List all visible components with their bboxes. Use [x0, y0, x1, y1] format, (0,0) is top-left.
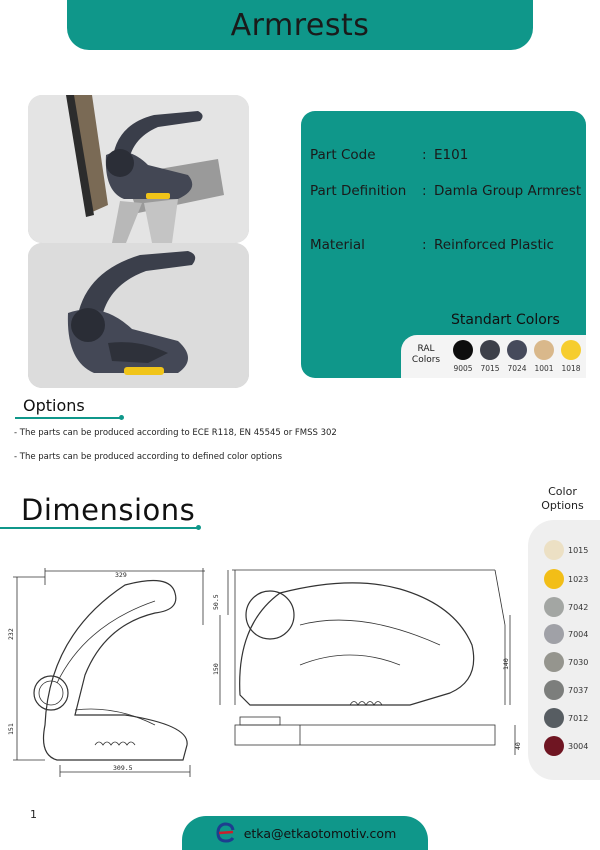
- options-underline-dot: [119, 415, 124, 420]
- color-option-label: 1023: [568, 575, 589, 584]
- spec-key: Part Definition: [310, 183, 407, 199]
- spec-separator: :: [422, 237, 427, 253]
- color-option-7012: [544, 708, 564, 728]
- dim-label-lower-height: 151: [7, 723, 15, 735]
- options-title: Options: [23, 396, 85, 415]
- title-banner: [67, 0, 533, 50]
- dim-label-width: 329: [115, 571, 127, 579]
- dim-label-inner-height: 140: [502, 658, 510, 670]
- swatch-7024: [507, 340, 527, 360]
- spec-separator: :: [422, 147, 427, 163]
- spec-separator: :: [422, 183, 427, 199]
- front-view-drawing: [210, 565, 525, 760]
- color-options-panel: [528, 520, 600, 780]
- color-options-title-line1: Color: [548, 485, 577, 498]
- swatch-label: 1018: [561, 364, 581, 373]
- color-option-7030: [544, 652, 564, 672]
- standard-colors-panel: [401, 335, 586, 378]
- company-logo-icon: [214, 821, 238, 845]
- dim-label-thickness: 40: [514, 742, 522, 750]
- swatch-label: 7024: [507, 364, 527, 373]
- option-item: - The parts can be produced according to ECE R118, EN 45545 or FMSS 302: [14, 428, 337, 438]
- spec-key: Part Code: [310, 147, 376, 163]
- contact-email-link[interactable]: etka@etkaotomotiv.com: [243, 825, 397, 841]
- dimensions-title: Dimensions: [21, 493, 196, 527]
- dim-label-front-height: 150: [212, 663, 220, 675]
- dim-label-top: 50.5: [212, 594, 220, 610]
- swatch-label: 7015: [480, 364, 500, 373]
- swatch-1018: [561, 340, 581, 360]
- color-option-label: 7004: [568, 630, 589, 639]
- color-option-1023: [544, 569, 564, 589]
- swatch-label: 1001: [534, 364, 554, 373]
- ral-colors-label: RAL Colors: [411, 344, 441, 365]
- color-options-title: [535, 485, 590, 513]
- color-option-7004: [544, 624, 564, 644]
- color-option-label: 7030: [568, 658, 589, 667]
- footer-bar: [182, 816, 428, 850]
- options-underline: [15, 417, 121, 419]
- swatch-7015: [480, 340, 500, 360]
- spec-key: Material: [310, 237, 365, 253]
- color-option-label: 1015: [568, 546, 589, 555]
- side-view-drawing: [5, 565, 205, 780]
- dimensions-underline-dot: [196, 525, 201, 530]
- dim-label-height: 232: [7, 628, 15, 640]
- color-option-label: 7042: [568, 603, 589, 612]
- swatch-label: 9005: [453, 364, 473, 373]
- option-item: - The parts can be produced according to defined color options: [14, 452, 283, 462]
- swatch-1001: [534, 340, 554, 360]
- standard-colors-title: Standart Colors: [451, 312, 560, 328]
- swatch-9005: [453, 340, 473, 360]
- page-title: Armrests: [230, 7, 370, 43]
- dim-label-base: 309.5: [113, 764, 133, 772]
- spec-value: E101: [434, 147, 469, 163]
- color-options-title-line2: Options: [541, 499, 584, 512]
- dimensions-underline: [0, 527, 198, 529]
- color-option-label: 7037: [568, 686, 589, 695]
- color-option-7037: [544, 680, 564, 700]
- color-option-label: 7012: [568, 714, 589, 723]
- spec-value: Damla Group Armrest: [434, 183, 582, 199]
- spec-value: Reinforced Plastic: [434, 237, 554, 253]
- color-option-1015: [544, 540, 564, 560]
- page-number: 1: [30, 808, 37, 821]
- product-photo-closeup: [28, 243, 249, 388]
- color-option-label: 3004: [568, 742, 589, 751]
- color-option-3004: [544, 736, 564, 756]
- product-photo-mounted: [28, 95, 249, 243]
- color-option-7042: [544, 597, 564, 617]
